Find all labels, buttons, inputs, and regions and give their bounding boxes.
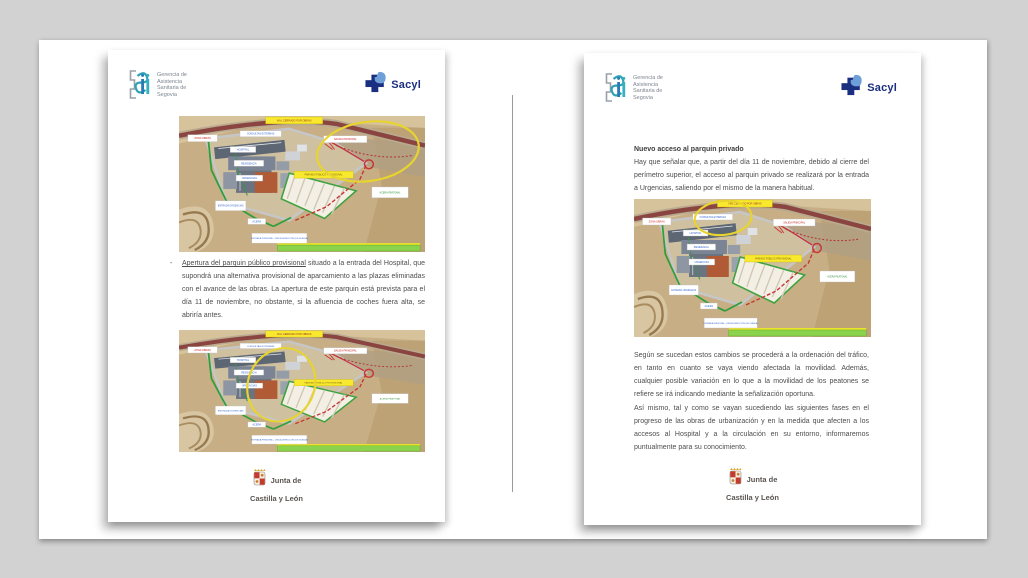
- junta-logo-line2: Castilla y León: [250, 494, 303, 503]
- svg-text:ZONA OBRAS: ZONA OBRAS: [648, 220, 665, 224]
- svg-text:ENTRADA PRINCIPAL - ÚNICA DIRE: ENTRADA PRINCIPAL - ÚNICA DIRECCIÓN (DE SUBIDA): [250, 238, 308, 241]
- svg-text:ACERA: ACERA: [704, 304, 714, 309]
- svg-text:HOSPITAL: HOSPITAL: [689, 231, 702, 236]
- sacyl-logo-icon: [841, 74, 863, 101]
- document-page-2[interactable]: [584, 53, 921, 525]
- bullet-underlined-phrase: Apertura del parquin público provisional: [182, 260, 306, 267]
- svg-text:PARKING PÚBLICO PROVISIONAL: PARKING PÚBLICO PROVISIONAL: [755, 258, 792, 261]
- svg-text:RESIDENCIA: RESIDENCIA: [241, 371, 257, 375]
- svg-text:ZONA OBRAS: ZONA OBRAS: [194, 348, 211, 352]
- paragraph-info: Así mismo, tal y como se vayan sucediendo las siguientes fases en el progreso de las obras de urbanización y en la medida que afecten a los accesos al Hospital y a la circulación en su entorno, informaremos puntualmente para su conocimiento.: [634, 405, 869, 451]
- gerencia-logo-text: Gerencia de Asistencia Sanitaria de Segovia: [157, 72, 187, 98]
- junta-logo-line1: Junta de: [270, 476, 302, 485]
- page-divider: [512, 95, 513, 492]
- svg-text:ENTRADA PRINCIPAL - ÚNICA DIRE: ENTRADA PRINCIPAL - ÚNICA DIRECCIÓN (DE SUBIDA): [251, 439, 308, 442]
- sacyl-logo-icon: [365, 71, 387, 98]
- sacyl-logo: [365, 71, 421, 98]
- svg-text:ACERA PEATONAL: ACERA PEATONAL: [379, 191, 401, 195]
- svg-text:CONSULTAS EXTERNAS: CONSULTAS EXTERNAS: [699, 216, 726, 220]
- svg-text:HOSPITAL: HOSPITAL: [236, 359, 250, 362]
- svg-text:ZONA OBRAS: ZONA OBRAS: [194, 137, 211, 141]
- svg-text:SALIDA PRINCIPAL: SALIDA PRINCIPAL: [333, 138, 357, 142]
- junta-logo: [584, 467, 921, 502]
- bullet-marker: -: [170, 260, 173, 267]
- svg-text:RESIDENCIA: RESIDENCIA: [693, 245, 709, 250]
- svg-text:URGENCIAS: URGENCIAS: [241, 177, 257, 181]
- svg-text:VIAL CERRADO POR OBRAS: VIAL CERRADO POR OBRAS: [276, 332, 312, 336]
- sacyl-logo: [841, 74, 897, 101]
- aerial-map-current-access: [179, 116, 425, 252]
- svg-text:SALIDA PRINCIPAL: SALIDA PRINCIPAL: [783, 221, 806, 225]
- bullet-text: situado a la entrada del Hospital, que supondrá una alternativa provisional de aparcamiento a las plazas eliminadas con el avance de las obras. La apertura de este parquin está prevista para el día 11 de noviembre, no obstante, si la afluencia de coches fuera alta, se abriría antes.: [182, 260, 425, 319]
- svg-text:ENTRADA URGENCIAS: ENTRADA URGENCIAS: [217, 410, 244, 413]
- svg-text:RESIDENCIA: RESIDENCIA: [241, 162, 257, 166]
- svg-text:ENTRADA URGENCIAS: ENTRADA URGENCIAS: [217, 204, 244, 208]
- sacyl-logo-label: Sacyl: [391, 78, 421, 91]
- paragraph-access: Hay que señalar que, a partir del día 11 de noviembre, debido al cierre del perímetro superior, el acceso al parquin privado se realizará por la entrada a Urgencias, saliendo por el mismo de la manera habitual.: [634, 159, 869, 192]
- svg-text:ENTRADA PRINCIPAL - ÚNICA DIRE: ENTRADA PRINCIPAL - ÚNICA DIRECCIÓN (DE SUBIDA): [703, 322, 758, 326]
- svg-text:HOSPITAL: HOSPITAL: [236, 148, 250, 152]
- junta-logo: [108, 468, 445, 503]
- svg-text:ENTRADA URGENCIAS: ENTRADA URGENCIAS: [671, 289, 697, 293]
- gerencia-logo-icon: [128, 69, 152, 106]
- bullet-paragraph: [168, 257, 425, 322]
- document-sheet: [39, 40, 987, 539]
- svg-text:CONSULTAS EXTERNAS: CONSULTAS EXTERNAS: [246, 345, 275, 348]
- svg-text:SALIDA PRINCIPAL: SALIDA PRINCIPAL: [333, 349, 357, 353]
- svg-text:ACERA PEATONAL: ACERA PEATONAL: [827, 276, 848, 279]
- gerencia-logo-text: Gerencia de Asistencia Sanitaria de Segovia: [633, 75, 663, 101]
- junta-logo-line1: Junta de: [746, 475, 778, 484]
- svg-text:URGENCIAS: URGENCIAS: [241, 384, 257, 388]
- aerial-map-provisional-parking: [179, 330, 425, 452]
- document-page-1[interactable]: [108, 50, 445, 522]
- aerial-map-private-parking-access: [634, 199, 871, 337]
- gerencia-logo: [604, 72, 663, 109]
- svg-text:URGENCIAS: URGENCIAS: [694, 260, 710, 265]
- svg-text:PARKING PÚBLICO PROVISIONAL: PARKING PÚBLICO PROVISIONAL: [304, 382, 343, 385]
- gerencia-logo: [128, 69, 187, 106]
- sacyl-logo-label: Sacyl: [867, 81, 897, 94]
- gerencia-logo-icon: [604, 72, 628, 109]
- junta-shield-icon: [252, 468, 267, 493]
- svg-text:ACERA: ACERA: [252, 423, 262, 427]
- junta-logo-line2: Castilla y León: [726, 493, 779, 502]
- svg-text:ACERA: ACERA: [252, 220, 262, 224]
- paragraph-traffic: Según se sucedan estos cambios se procederá a la ordenación del tráfico, en tanto en cuanto se vaya viendo afectada la movilidad. Además, cualquier posible variación en lo que a la movilidad de los peatones se refiere se irá indicando mediante la señalización oportuna.: [634, 352, 869, 398]
- svg-text:VIAL CERRADO POR OBRAS: VIAL CERRADO POR OBRAS: [276, 119, 312, 123]
- svg-text:PARKING PÚBLICO PROVISIONAL: PARKING PÚBLICO PROVISIONAL: [304, 173, 343, 177]
- svg-text:ACERA PEATONAL: ACERA PEATONAL: [379, 398, 401, 401]
- svg-text:VIAL CERRADO POR OBRAS: VIAL CERRADO POR OBRAS: [728, 202, 762, 206]
- junta-shield-icon: [728, 467, 743, 492]
- svg-text:CONSULTAS EXTERNAS: CONSULTAS EXTERNAS: [246, 132, 275, 136]
- section-heading: Nuevo acceso al parquin privado: [634, 146, 744, 153]
